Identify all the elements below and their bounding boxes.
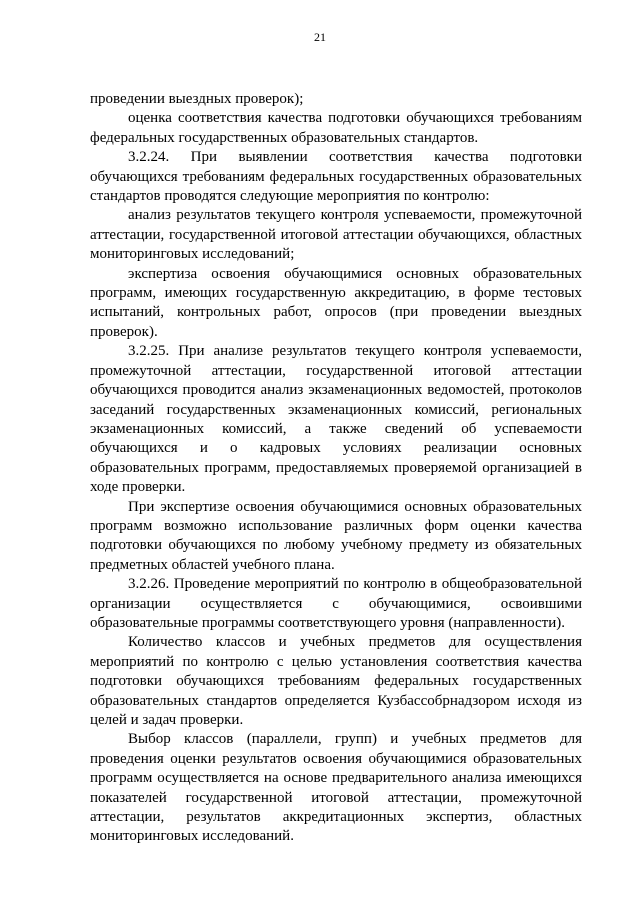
paragraph-list-item-assessment: оценка соответствия качества подготовки обучающихся требованиям федеральных государственных образовательных стандартов. bbox=[90, 110, 582, 146]
paragraph-class-count: Количество классов и учебных предметов для осуществления мероприятий по контролю с целью установления соответствия качества подготовки обучающихся требованиям федеральных государственных образовательных стандартов определяется Кузбассобрнадзором исходя из целей и задач проверки. bbox=[90, 634, 582, 728]
paragraph-class-selection: Выбор классов (параллели, групп) и учебных предметов для проведения оценки результатов освоения обучающимися образовательных программ осуществляется на основе предварительного анализа имеющихся показателей государственной итоговой аттестации, промежуточной аттестации, результатов аккредитационных экспертиз, областных мониторинговых исследований. bbox=[90, 731, 582, 845]
paragraph-expertise-forms: При экспертизе освоения обучающимися основных образовательных программ возможно использование различных форм оценки качества подготовки обучающихся по любому учебному предмету из обязательных предметных областей учебного плана. bbox=[90, 498, 582, 573]
paragraph-list-item-expertise: экспертиза освоения обучающимися основных образовательных программ, имеющих государственную аккредитацию, в форме тестовых испытаний, контрольных работ, опросов (при проведении выездных проверок). bbox=[90, 265, 582, 340]
paragraph-3-2-26: 3.2.26. Проведение мероприятий по контролю в общеобразовательной организации осуществляется с обучающимися, освоившими образовательные программы соответствующего уровня (направленности). bbox=[90, 576, 582, 631]
paragraph-continuation: проведении выездных проверок); bbox=[90, 91, 304, 107]
document-body bbox=[90, 90, 582, 847]
paragraph-3-2-24: 3.2.24. При выявлении соответствия качества подготовки обучающихся требованиям федеральных государственных образовательных стандартов проводятся следующие мероприятия по контролю: bbox=[90, 149, 582, 205]
page-number: 21 bbox=[314, 30, 326, 44]
paragraph-list-item-analysis: анализ результатов текущего контроля успеваемости, промежуточной аттестации, государственной итоговой аттестации обучающихся, областных мониторинговых исследований; bbox=[90, 207, 582, 263]
paragraph-3-2-25: 3.2.25. При анализе результатов текущего контроля успеваемости, промежуточной аттестации, государственной итоговой аттестации обучающихся проводится анализ экзаменационных ведомостей, протоколов заседаний государственных экзаменационных комиссий, региональных экзаменационных комиссий, а также сведений об успеваемости обучающихся и о кадровых условиях реализации основных образовательных программ, предоставляемых проверяемой организацией в ходе проверки. bbox=[90, 343, 582, 496]
